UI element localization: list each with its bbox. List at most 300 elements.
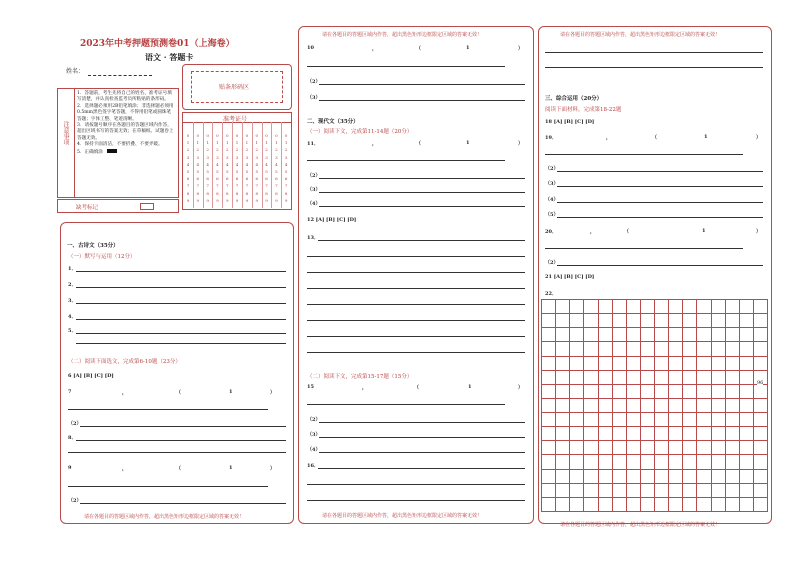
grid-cell[interactable]	[556, 328, 570, 342]
grid-cell[interactable]	[712, 427, 726, 441]
grid-cell[interactable]	[712, 498, 726, 512]
grid-cell[interactable]	[613, 328, 627, 342]
id-digit-bubble[interactable]: 7	[275, 183, 278, 189]
id-digit-bubble[interactable]: 4	[265, 161, 268, 167]
grid-cell[interactable]	[599, 314, 613, 328]
grid-cell[interactable]	[740, 498, 754, 512]
id-digit-bubble[interactable]: 2	[225, 147, 229, 153]
grid-cell[interactable]	[669, 427, 683, 441]
id-digit-bubble[interactable]: 3	[206, 154, 209, 160]
q19-p5-line[interactable]	[557, 217, 763, 218]
absent-checkbox[interactable]	[140, 203, 154, 210]
grid-cell[interactable]	[683, 357, 697, 371]
grid-cell[interactable]	[754, 342, 768, 356]
grid-cell[interactable]	[726, 357, 740, 371]
grid-cell[interactable]	[599, 413, 613, 427]
q11-p4-line[interactable]	[319, 206, 525, 207]
grid-cell[interactable]	[754, 498, 768, 512]
grid-cell[interactable]	[641, 427, 655, 441]
id-digit-bubble[interactable]: 7	[225, 183, 229, 189]
grid-cell[interactable]	[542, 399, 556, 413]
grid-cell[interactable]	[726, 314, 740, 328]
q11-line[interactable]	[307, 160, 505, 161]
q8-line-a[interactable]	[76, 440, 286, 441]
grid-cell[interactable]	[641, 385, 655, 399]
grid-cell[interactable]	[754, 470, 768, 484]
grid-cell[interactable]	[627, 385, 641, 399]
grid-cell[interactable]	[599, 328, 613, 342]
id-digit-bubble[interactable]: 4	[245, 161, 249, 167]
id-digit-bubble[interactable]: 9	[216, 197, 219, 203]
grid-cell[interactable]	[613, 357, 627, 371]
grid-cell[interactable]	[697, 498, 711, 512]
q19-p2-line[interactable]	[557, 171, 763, 172]
grid-cell[interactable]	[542, 484, 556, 498]
grid-cell[interactable]	[683, 399, 697, 413]
grid-cell[interactable]	[754, 357, 768, 371]
grid-cell[interactable]	[683, 484, 697, 498]
grid-cell[interactable]	[641, 498, 655, 512]
grid-cell[interactable]	[726, 371, 740, 385]
id-digit-bubble[interactable]: 9	[245, 197, 249, 203]
grid-cell[interactable]	[683, 413, 697, 427]
grid-cell[interactable]	[613, 371, 627, 385]
grid-cell[interactable]	[655, 314, 669, 328]
grid-cell[interactable]	[599, 371, 613, 385]
grid-cell[interactable]	[556, 342, 570, 356]
grid-cell[interactable]	[726, 470, 740, 484]
id-digit-bubble[interactable]: 6	[196, 176, 200, 182]
q13-line-8[interactable]	[307, 352, 525, 353]
grid-cell[interactable]	[584, 371, 598, 385]
q20-line[interactable]	[545, 248, 743, 249]
q8-line-b[interactable]	[68, 452, 286, 453]
id-digit-bubble[interactable]: 3	[235, 154, 239, 160]
id-digit-bubble[interactable]: 1	[275, 140, 278, 146]
grid-cell[interactable]	[669, 385, 683, 399]
grid-cell[interactable]	[641, 300, 655, 314]
grid-cell[interactable]	[669, 357, 683, 371]
id-digit-bubble[interactable]: 8	[265, 190, 268, 196]
id-digit-bubble[interactable]: 3	[275, 154, 278, 160]
grid-cell[interactable]	[740, 441, 754, 455]
grid-cell[interactable]	[712, 342, 726, 356]
q13-line-5[interactable]	[307, 304, 525, 305]
id-digit-bubble[interactable]: 2	[275, 147, 278, 153]
q13-line-3[interactable]	[307, 272, 525, 273]
grid-cell[interactable]	[697, 413, 711, 427]
grid-cell[interactable]	[754, 328, 768, 342]
id-digit-bubble[interactable]: 2	[186, 147, 190, 153]
q12-choices[interactable]: 12 [A] [B] [C] [D]	[307, 217, 357, 223]
id-digit-bubble[interactable]: 6	[265, 176, 268, 182]
grid-cell[interactable]	[613, 470, 627, 484]
q6-choices[interactable]: 6 [A] [B] [C] [D]	[68, 373, 114, 379]
grid-cell[interactable]	[683, 385, 697, 399]
grid-cell[interactable]	[570, 342, 584, 356]
grid-cell[interactable]	[754, 455, 768, 469]
grid-cell[interactable]	[754, 314, 768, 328]
id-digit-bubble[interactable]: 1	[186, 140, 190, 146]
grid-cell[interactable]	[641, 357, 655, 371]
grid-cell[interactable]	[641, 328, 655, 342]
grid-cell[interactable]	[712, 399, 726, 413]
grid-cell[interactable]	[613, 314, 627, 328]
grid-cell[interactable]	[726, 328, 740, 342]
grid-cell[interactable]	[697, 385, 711, 399]
grid-cell[interactable]	[669, 300, 683, 314]
grid-cell[interactable]	[697, 342, 711, 356]
q16-line-2[interactable]	[307, 484, 525, 485]
q13-line-7[interactable]	[307, 336, 525, 337]
id-digit-bubble[interactable]: 0	[284, 133, 288, 138]
grid-cell[interactable]	[655, 427, 669, 441]
grid-cell[interactable]	[641, 455, 655, 469]
id-digit-bubble[interactable]: 0	[235, 133, 239, 138]
grid-cell[interactable]	[740, 455, 754, 469]
grid-cell[interactable]	[627, 314, 641, 328]
id-digit-bubble[interactable]: 5	[206, 169, 209, 174]
q15-p2-line[interactable]	[319, 422, 525, 423]
q11-p3-line[interactable]	[319, 192, 525, 193]
id-digit-bubble[interactable]: 1	[245, 140, 249, 146]
grid-cell[interactable]	[683, 470, 697, 484]
id-digit-bubble[interactable]: 9	[206, 197, 209, 203]
grid-cell[interactable]	[627, 328, 641, 342]
id-digit-bubble[interactable]: 0	[216, 133, 219, 138]
id-digit-bubble[interactable]: 7	[284, 183, 288, 189]
grid-cell[interactable]	[570, 484, 584, 498]
q10-p2-line[interactable]	[319, 84, 525, 85]
grid-cell[interactable]	[599, 441, 613, 455]
grid-cell[interactable]	[641, 314, 655, 328]
id-digit-bubble[interactable]: 8	[225, 190, 229, 196]
id-digit-bubble[interactable]: 8	[206, 190, 209, 196]
id-digit-bubble[interactable]: 1	[196, 140, 200, 146]
grid-cell[interactable]	[683, 427, 697, 441]
grid-cell[interactable]	[655, 342, 669, 356]
grid-cell[interactable]	[584, 484, 598, 498]
id-digit-bubble[interactable]: 2	[206, 147, 209, 153]
q7-p2-line[interactable]	[80, 426, 286, 427]
id-digit-bubble[interactable]: 1	[206, 140, 209, 146]
grid-cell[interactable]	[599, 484, 613, 498]
id-digit-bubble[interactable]: 9	[265, 197, 268, 203]
grid-cell[interactable]	[556, 413, 570, 427]
grid-cell[interactable]	[669, 399, 683, 413]
grid-cell[interactable]	[697, 357, 711, 371]
grid-cell[interactable]	[697, 328, 711, 342]
id-digit-bubble[interactable]: 0	[225, 133, 229, 138]
grid-cell[interactable]	[570, 498, 584, 512]
id-digit-bubble[interactable]: 8	[245, 190, 249, 196]
grid-cell[interactable]	[599, 342, 613, 356]
grid-cell[interactable]	[556, 455, 570, 469]
grid-cell[interactable]	[584, 385, 598, 399]
id-digit-bubble[interactable]: 4	[186, 161, 190, 167]
grid-cell[interactable]	[754, 300, 768, 314]
grid-cell[interactable]	[712, 470, 726, 484]
id-digit-bubble[interactable]: 7	[235, 183, 239, 189]
grid-cell[interactable]	[683, 441, 697, 455]
grid-cell[interactable]	[740, 357, 754, 371]
grid-cell[interactable]	[655, 328, 669, 342]
grid-cell[interactable]	[556, 399, 570, 413]
q13-line-6[interactable]	[307, 320, 525, 321]
grid-cell[interactable]	[627, 342, 641, 356]
id-digit-bubble[interactable]: 5	[235, 169, 239, 174]
grid-cell[interactable]	[754, 385, 768, 399]
id-digit-bubble[interactable]: 4	[196, 161, 200, 167]
id-digit-bubble[interactable]: 3	[216, 154, 219, 160]
grid-cell[interactable]	[542, 427, 556, 441]
id-digit-bubble[interactable]: 4	[225, 161, 229, 167]
grid-cell[interactable]	[599, 455, 613, 469]
id-digit-bubble[interactable]: 6	[206, 176, 209, 182]
grid-cell[interactable]	[726, 441, 740, 455]
grid-cell[interactable]	[627, 371, 641, 385]
grid-cell[interactable]	[556, 470, 570, 484]
id-digit-bubble[interactable]: 5	[265, 169, 268, 174]
grid-cell[interactable]	[740, 413, 754, 427]
grid-cell[interactable]	[627, 427, 641, 441]
id-digit-bubble[interactable]: 9	[186, 197, 190, 203]
grid-cell[interactable]	[627, 455, 641, 469]
grid-cell[interactable]	[726, 385, 740, 399]
grid-cell[interactable]	[740, 399, 754, 413]
grid-cell[interactable]	[726, 399, 740, 413]
grid-cell[interactable]	[697, 399, 711, 413]
id-digit-bubble[interactable]: 2	[235, 147, 239, 153]
grid-cell[interactable]	[683, 300, 697, 314]
grid-cell[interactable]	[726, 342, 740, 356]
q7-line[interactable]	[68, 409, 268, 410]
grid-cell[interactable]	[613, 300, 627, 314]
grid-cell[interactable]	[683, 371, 697, 385]
id-digit-bubble[interactable]: 6	[245, 176, 249, 182]
id-digit-bubble[interactable]: 9	[275, 197, 278, 203]
id-digit-bubble[interactable]: 1	[235, 140, 239, 146]
id-digit-bubble[interactable]: 8	[196, 190, 200, 196]
id-digit-bubble[interactable]: 2	[255, 147, 258, 153]
grid-cell[interactable]	[570, 371, 584, 385]
id-digit-bubble[interactable]: 9	[235, 197, 239, 203]
q11-p2-line[interactable]	[319, 178, 525, 179]
id-digit-bubble[interactable]: 6	[216, 176, 219, 182]
grid-cell[interactable]	[627, 300, 641, 314]
grid-cell[interactable]	[584, 470, 598, 484]
grid-cell[interactable]	[726, 484, 740, 498]
grid-cell[interactable]	[613, 441, 627, 455]
id-digit-bubble[interactable]: 2	[245, 147, 249, 153]
grid-cell[interactable]	[655, 371, 669, 385]
id-digit-bubble[interactable]: 0	[206, 133, 209, 138]
grid-cell[interactable]	[712, 455, 726, 469]
id-digit-bubble[interactable]: 2	[284, 147, 288, 153]
grid-cell[interactable]	[655, 300, 669, 314]
grid-cell[interactable]	[556, 357, 570, 371]
grid-cell[interactable]	[613, 498, 627, 512]
id-digit-bubble[interactable]: 4	[284, 161, 288, 167]
grid-cell[interactable]	[697, 484, 711, 498]
grid-cell[interactable]	[613, 413, 627, 427]
grid-cell[interactable]	[584, 427, 598, 441]
id-digit-bubble[interactable]: 7	[265, 183, 268, 189]
grid-cell[interactable]	[754, 484, 768, 498]
id-digit-bubble[interactable]: 8	[275, 190, 278, 196]
grid-cell[interactable]	[740, 314, 754, 328]
grid-cell[interactable]	[669, 470, 683, 484]
grid-cell[interactable]	[683, 328, 697, 342]
id-digit-bubble[interactable]: 1	[284, 140, 288, 146]
grid-cell[interactable]	[542, 470, 556, 484]
id-digit-bubble[interactable]: 6	[235, 176, 239, 182]
q2-line[interactable]	[76, 287, 286, 288]
grid-cell[interactable]	[740, 328, 754, 342]
q5-line-b[interactable]	[76, 343, 286, 344]
grid-cell[interactable]	[655, 470, 669, 484]
grid-cell[interactable]	[599, 399, 613, 413]
grid-cell[interactable]	[726, 300, 740, 314]
grid-cell[interactable]	[570, 399, 584, 413]
grid-cell[interactable]	[542, 441, 556, 455]
grid-cell[interactable]	[669, 342, 683, 356]
grid-cell[interactable]	[570, 413, 584, 427]
grid-cell[interactable]	[556, 498, 570, 512]
grid-cell[interactable]	[641, 371, 655, 385]
name-line[interactable]	[88, 75, 152, 76]
grid-cell[interactable]	[712, 314, 726, 328]
q10-line[interactable]	[307, 66, 505, 67]
id-digit-bubble[interactable]: 1	[216, 140, 219, 146]
grid-cell[interactable]	[683, 455, 697, 469]
grid-cell[interactable]	[627, 498, 641, 512]
grid-cell[interactable]	[712, 371, 726, 385]
id-digit-bubble[interactable]: 4	[255, 161, 258, 167]
q9-p2-line[interactable]	[80, 503, 286, 504]
grid-cell[interactable]	[542, 371, 556, 385]
id-digit-bubble[interactable]: 6	[225, 176, 229, 182]
grid-cell[interactable]	[740, 470, 754, 484]
grid-cell[interactable]	[655, 413, 669, 427]
grid-cell[interactable]	[556, 427, 570, 441]
id-digit-bubble[interactable]: 0	[186, 133, 190, 138]
id-digit-bubble[interactable]: 8	[186, 190, 190, 196]
grid-cell[interactable]	[584, 399, 598, 413]
grid-cell[interactable]	[627, 484, 641, 498]
grid-cell[interactable]	[641, 342, 655, 356]
grid-cell[interactable]	[655, 385, 669, 399]
grid-cell[interactable]	[627, 399, 641, 413]
id-digit-bubble[interactable]: 5	[275, 169, 278, 174]
grid-cell[interactable]	[584, 455, 598, 469]
id-digit-bubble[interactable]: 0	[275, 133, 278, 138]
grid-cell[interactable]	[627, 357, 641, 371]
grid-cell[interactable]	[740, 385, 754, 399]
id-digit-bubble[interactable]: 3	[255, 154, 258, 160]
id-digit-bubble[interactable]: 5	[186, 169, 190, 174]
id-digit-bubble[interactable]: 5	[284, 169, 288, 174]
grid-cell[interactable]	[683, 342, 697, 356]
grid-cell[interactable]	[740, 300, 754, 314]
id-digit-bubble[interactable]: 0	[255, 133, 258, 138]
grid-cell[interactable]	[542, 342, 556, 356]
q16-line-1[interactable]	[318, 468, 525, 469]
grid-cell[interactable]	[613, 455, 627, 469]
grid-cell[interactable]	[584, 300, 598, 314]
id-digit-bubble[interactable]: 0	[245, 133, 249, 138]
q10-p3-line[interactable]	[319, 100, 525, 101]
grid-cell[interactable]	[613, 385, 627, 399]
grid-cell[interactable]	[655, 399, 669, 413]
grid-cell[interactable]	[712, 441, 726, 455]
id-digit-bubble[interactable]: 3	[225, 154, 229, 160]
grid-cell[interactable]	[697, 300, 711, 314]
grid-cell[interactable]	[697, 314, 711, 328]
grid-cell[interactable]	[641, 399, 655, 413]
col3-line-b[interactable]	[545, 67, 763, 68]
q15-p4-line[interactable]	[319, 452, 525, 453]
id-digit-bubble[interactable]: 1	[225, 140, 229, 146]
grid-cell[interactable]	[570, 357, 584, 371]
q18-choices[interactable]: 18 [A] [B] [C] [D]	[545, 119, 595, 125]
id-digit-bubble[interactable]: 5	[225, 169, 229, 174]
grid-cell[interactable]	[740, 342, 754, 356]
grid-cell[interactable]	[542, 455, 556, 469]
grid-cell[interactable]	[627, 441, 641, 455]
grid-cell[interactable]	[697, 441, 711, 455]
grid-cell[interactable]	[570, 328, 584, 342]
grid-cell[interactable]	[712, 357, 726, 371]
grid-cell[interactable]	[669, 328, 683, 342]
grid-cell[interactable]	[754, 413, 768, 427]
q1-line[interactable]	[76, 271, 286, 272]
grid-cell[interactable]	[669, 413, 683, 427]
grid-cell[interactable]	[556, 385, 570, 399]
id-digit-bubble[interactable]: 5	[245, 169, 249, 174]
grid-cell[interactable]	[627, 470, 641, 484]
id-digit-bubble[interactable]: 1	[265, 140, 268, 146]
grid-cell[interactable]	[599, 385, 613, 399]
grid-cell[interactable]	[697, 427, 711, 441]
q19-line[interactable]	[545, 154, 743, 155]
id-digit-bubble[interactable]: 7	[206, 183, 209, 189]
grid-cell[interactable]	[712, 300, 726, 314]
grid-cell[interactable]	[584, 441, 598, 455]
grid-cell[interactable]	[584, 342, 598, 356]
grid-cell[interactable]	[570, 470, 584, 484]
id-digit-bubble[interactable]: 9	[196, 197, 200, 203]
grid-cell[interactable]	[599, 427, 613, 441]
grid-cell[interactable]	[570, 427, 584, 441]
id-digit-bubble[interactable]: 3	[245, 154, 249, 160]
grid-cell[interactable]	[740, 427, 754, 441]
grid-cell[interactable]	[754, 441, 768, 455]
grid-cell[interactable]	[726, 427, 740, 441]
grid-cell[interactable]	[584, 314, 598, 328]
grid-cell[interactable]	[669, 314, 683, 328]
composition-grid[interactable]	[541, 299, 768, 512]
grid-cell[interactable]	[669, 484, 683, 498]
id-digit-bubble[interactable]: 5	[216, 169, 219, 174]
grid-cell[interactable]	[570, 300, 584, 314]
id-digit-bubble[interactable]: 6	[284, 176, 288, 182]
grid-cell[interactable]	[726, 413, 740, 427]
grid-cell[interactable]	[641, 470, 655, 484]
q19-p4-line[interactable]	[557, 202, 763, 203]
q13-line-4[interactable]	[307, 288, 525, 289]
grid-cell[interactable]	[542, 413, 556, 427]
